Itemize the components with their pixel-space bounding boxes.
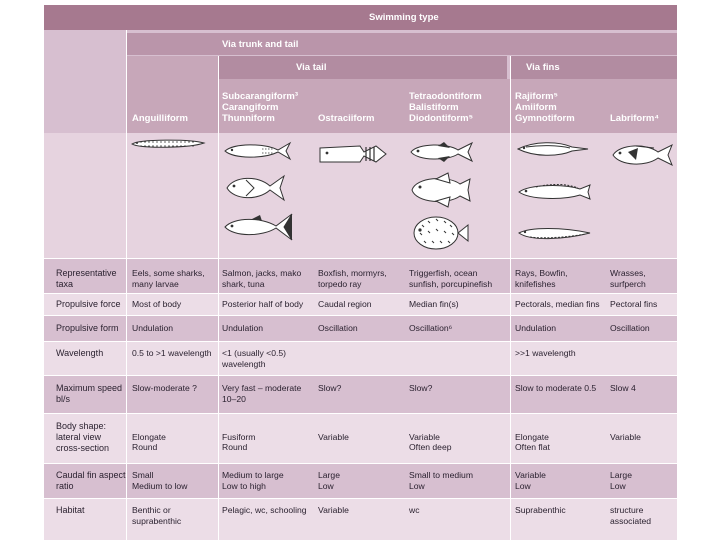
table-cell: Wrasses, surfperch — [610, 268, 646, 289]
row-divider — [44, 413, 677, 414]
column-header-gymnotiform: Rajiform⁵ Amiiform Gymnotiform — [515, 91, 575, 124]
header-swimming-type-bar — [44, 5, 677, 30]
header-via-tail-bar — [218, 56, 507, 79]
eel-illustration — [130, 135, 206, 153]
table-cell: >>1 wavelength — [515, 348, 576, 358]
column-header-diodontiform: Tetraodontiform Balistiform Diodontiform⁵ — [409, 91, 482, 124]
table-cell: Small Medium to low — [132, 470, 188, 491]
header-trunk-tail-bar — [126, 33, 677, 55]
table-cell: Large Low — [610, 470, 632, 491]
table-cell: Pelagic, wc, schooling — [222, 505, 307, 515]
jack-illustration — [224, 171, 286, 205]
table-cell: Undulation — [515, 323, 557, 333]
table-cell: <1 (usually <0.5) wavelength — [222, 348, 287, 369]
column-header-thunniform: Subcarangiform³ Carangiform Thunniform — [222, 91, 299, 124]
row-label: Propulsive form — [56, 323, 119, 333]
row-label: Wavelength — [56, 348, 104, 358]
table-row — [44, 315, 677, 341]
row-label: Maximum speed bl/s — [56, 383, 123, 404]
table-cell: Variable — [610, 431, 641, 442]
table-cell: Variable Often deep — [409, 431, 452, 452]
table-row — [44, 498, 677, 540]
porcupinefish-illustration — [408, 213, 470, 253]
table-cell: Very fast – moderate 10–20 — [222, 383, 302, 404]
table-cell: Suprabenthic — [515, 505, 566, 515]
row-label: Caudal fin aspect ratio — [56, 470, 126, 491]
table-row — [44, 293, 677, 315]
table-cell: Variable — [318, 431, 349, 442]
column-divider — [218, 56, 219, 540]
table-cell: Variable Low — [515, 470, 546, 491]
table-cell: Oscillation — [318, 323, 358, 333]
table-cell: Slow-moderate ? — [132, 383, 197, 393]
table-cell: Fusiform Round — [222, 431, 256, 452]
row-divider — [44, 375, 677, 376]
swimming-type-table — [44, 5, 677, 540]
bowfin-illustration — [516, 181, 592, 203]
row-label: Representative taxa — [56, 268, 117, 289]
table-cell: Rays, Bowfin, knifefishes — [515, 268, 568, 289]
table-cell: Small to medium Low — [409, 470, 473, 491]
table-cell: Median fin(s) — [409, 299, 459, 309]
table-cell: Pectoral fins — [610, 299, 658, 309]
table-cell: Slow? — [409, 383, 433, 393]
table-cell: Salmon, jacks, mako shark, tuna — [222, 268, 302, 289]
ray-illustration — [514, 139, 590, 159]
table-cell: Variable — [318, 505, 349, 515]
table-cell: Medium to large Low to high — [222, 470, 284, 491]
table-cell: Benthic or suprabenthic — [132, 505, 182, 526]
table-cell: Triggerfish, ocean sunfish, porcupinefish — [409, 268, 493, 289]
table-cell: structure associated — [610, 505, 652, 526]
table-cell: Most of body — [132, 299, 182, 309]
table-cell: Eels, some sharks, many larvae — [132, 268, 205, 289]
ocean-sunfish-illustration — [408, 171, 472, 209]
table-row — [44, 375, 677, 413]
table-row — [44, 463, 677, 498]
wrasse-illustration — [610, 138, 674, 172]
column-header-anguilliform: Anguilliform — [132, 113, 188, 124]
row-label: Propulsive force — [56, 299, 121, 309]
table-cell: Caudal region — [318, 299, 372, 309]
table-row — [44, 341, 677, 375]
row-divider — [44, 258, 677, 259]
tuna-illustration — [222, 211, 294, 243]
via-tail-heading: Via tail — [296, 62, 327, 73]
triggerfish-illustration — [408, 139, 476, 165]
table-cell: Slow? — [318, 383, 342, 393]
table-cell: wc — [409, 505, 420, 515]
boxfish-illustration — [316, 140, 390, 168]
row-label: Habitat — [56, 505, 85, 515]
via-fins-heading: Via fins — [526, 62, 560, 73]
row-divider — [44, 315, 677, 316]
column-divider — [510, 56, 511, 540]
table-cell: Posterior half of body — [222, 299, 304, 309]
table-cell: Pectorals, median fins — [515, 299, 600, 309]
knifefish-illustration — [516, 225, 592, 243]
row-divider — [44, 293, 677, 294]
swimming-type-heading: Swimming type — [369, 12, 439, 23]
table-cell: Undulation — [222, 323, 264, 333]
table-cell: Oscillation — [610, 323, 650, 333]
column-header-labriform: Labriform⁴ — [610, 113, 660, 124]
table-cell: Boxfish, mormyrs, torpedo ray — [318, 268, 387, 289]
table-cell: Elongate Round — [132, 431, 166, 452]
table-row — [44, 258, 677, 293]
table-row — [44, 413, 677, 463]
table-cell: Large Low — [318, 470, 340, 491]
table-cell: Oscillation⁶ — [409, 323, 453, 333]
table-cell: Slow 4 — [610, 383, 636, 393]
row-divider — [44, 498, 677, 499]
row-divider — [44, 341, 677, 342]
salmon-illustration — [222, 139, 292, 163]
table-cell: Slow to moderate 0.5 — [515, 383, 597, 393]
table-cell: 0.5 to >1 wavelength — [132, 348, 212, 358]
via-trunk-tail-heading: Via trunk and tail — [222, 39, 299, 50]
table-cell: Elongate Often flat — [515, 431, 550, 452]
table-cell: Undulation — [132, 323, 174, 333]
column-header-ostraciiform: Ostraciiform — [318, 113, 375, 124]
header-via-fins-bar — [510, 56, 677, 79]
row-label: Body shape: lateral view cross-section — [56, 421, 110, 453]
row-divider — [44, 463, 677, 464]
